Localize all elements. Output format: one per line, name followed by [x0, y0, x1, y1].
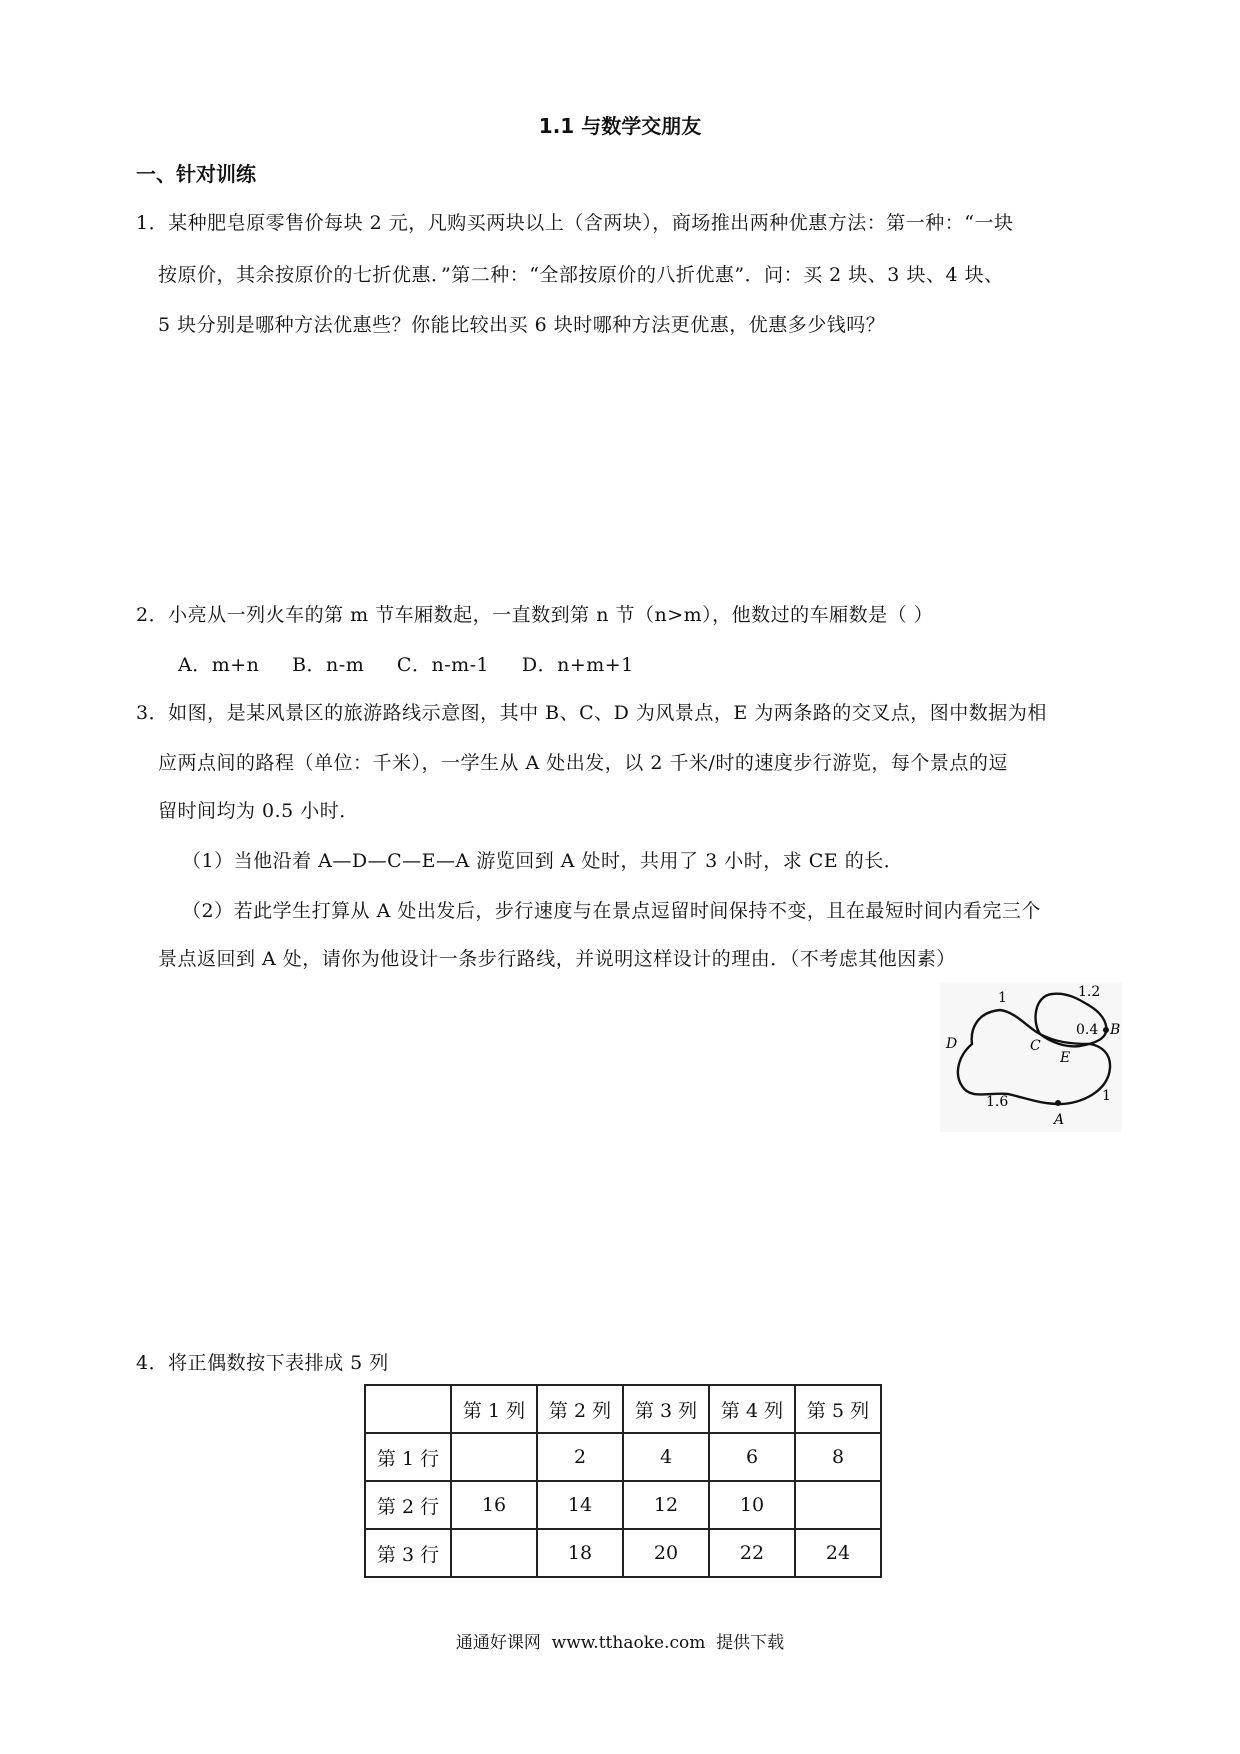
table-cell: 18	[537, 1529, 623, 1577]
q3-line-1: 3．如图，是某风景区的旅游路线示意图，其中 B、C、D 为风景点，E 为两条路的交叉点，图中数据为相	[136, 702, 1047, 724]
q2-options: A．m+n B．n-m C．n-m-1 D．n+m+1	[178, 654, 634, 676]
table-cell	[451, 1433, 537, 1481]
q3-line-2: 应两点间的路程（单位：千米），一学生从 A 处出发，以 2 千米/时的速度步行游览，每个景点的逗	[158, 752, 1008, 774]
table-cell: 12	[623, 1481, 709, 1529]
table-cell: 6	[709, 1433, 795, 1481]
section-heading: 一、针对训练	[136, 162, 256, 186]
table-cell: 14	[537, 1481, 623, 1529]
table-cell	[451, 1529, 537, 1577]
inner-route	[1036, 994, 1107, 1047]
route-diagram	[940, 982, 1122, 1132]
table-row	[365, 1433, 881, 1481]
row-header-cell: 第 2 行	[365, 1481, 451, 1529]
label-top-left: 1	[998, 990, 1007, 1006]
table-header-cell: 第 4 列	[709, 1385, 795, 1433]
label-point-e: E	[1060, 1050, 1071, 1066]
q3-sub-2b: 景点返回到 A 处，请你为他设计一条步行路线，并说明这样设计的理由．（不考虑其他因素）	[158, 948, 956, 970]
label-bottom-right: 1	[1102, 1088, 1111, 1104]
label-point-c: C	[1030, 1038, 1041, 1054]
q3-sub-2a: （2）若此学生打算从 A 处出发后，步行速度与在景点逗留时间保持不变，且在最短时间内看完三个	[182, 900, 1041, 922]
even-number-table	[364, 1384, 882, 1578]
table-cell: 10	[709, 1481, 795, 1529]
table-cell: 16	[451, 1481, 537, 1529]
table-cell: 20	[623, 1529, 709, 1577]
table-cell: 8	[795, 1433, 881, 1481]
table-header-cell: 第 3 列	[623, 1385, 709, 1433]
table-cell: 2	[537, 1433, 623, 1481]
label-bottom-left: 1.6	[986, 1094, 1009, 1110]
table-corner-cell	[365, 1385, 451, 1433]
q4-line-1: 4．将正偶数按下表排成 5 列	[136, 1352, 389, 1374]
table-header-cell: 第 2 列	[537, 1385, 623, 1433]
label-top-right: 1.2	[1078, 984, 1101, 1000]
point-b-marker	[1103, 1027, 1109, 1033]
route-diagram-svg	[940, 982, 1122, 1132]
q3-sub-1: （1）当他沿着 A—D—C—E—A 游览回到 A 处时，共用了 3 小时，求 CE 的长．	[182, 850, 904, 872]
page-footer: 通通好课网 www.tthaoke.com 提供下载	[455, 1633, 785, 1653]
q1-line-1: 1．某种肥皂原零售价每块 2 元，凡购买两块以上（含两块），商场推出两种优惠方法：第一种：“一块	[136, 212, 1014, 234]
q1-line-3: 5 块分别是哪种方法优惠些？你能比较出买 6 块时哪种方法更优惠，优惠多少钱吗？	[158, 314, 886, 336]
point-a-marker	[1055, 1100, 1061, 1106]
table-cell: 4	[623, 1433, 709, 1481]
table-row	[365, 1529, 881, 1577]
q1-line-2: 按原价，其余按原价的七折优惠．”第二种：“全部按原价的八折优惠”．问：买 2 块、3 块、4 块、	[158, 264, 1004, 286]
row-header-cell: 第 1 行	[365, 1433, 451, 1481]
table-cell: 22	[709, 1529, 795, 1577]
label-point-d: D	[946, 1036, 958, 1052]
table-cell	[795, 1481, 881, 1529]
q3-line-3: 留时间均为 0.5 小时．	[158, 800, 359, 822]
table-header-cell: 第 5 列	[795, 1385, 881, 1433]
label-mid: 0.4	[1076, 1022, 1099, 1038]
label-point-a: A	[1054, 1112, 1065, 1128]
table-header-cell: 第 1 列	[451, 1385, 537, 1433]
table-header-row	[365, 1385, 881, 1433]
table-row	[365, 1481, 881, 1529]
label-point-b: B	[1110, 1022, 1121, 1038]
q2-line-1: 2．小亮从一列火车的第 m 节车厢数起，一直数到第 n 节（n>m），他数过的车厢数是（ ）	[136, 604, 934, 626]
page-title: 1.1 与数学交朋友	[538, 114, 702, 138]
table-cell: 24	[795, 1529, 881, 1577]
row-header-cell: 第 3 行	[365, 1529, 451, 1577]
